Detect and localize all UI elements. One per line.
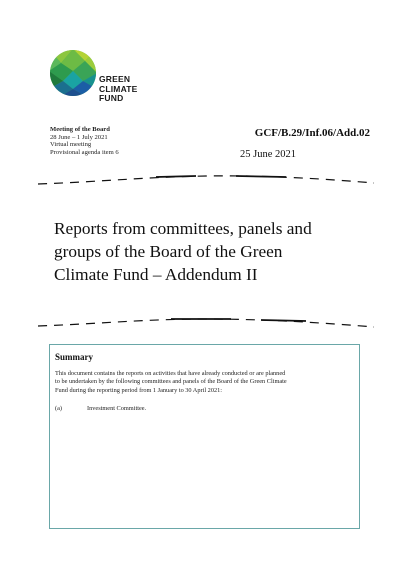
meeting-dates: 28 June – 1 July 2021 — [50, 133, 108, 141]
gcf-wordmark: GREEN CLIMATE FUND — [99, 74, 138, 103]
meeting-mode: Virtual meeting — [50, 141, 92, 149]
document-reference: GCF/B.29/Inf.06/Add.02 — [254, 127, 370, 139]
summary-heading: Summary — [55, 352, 93, 362]
list-marker: (a) — [55, 405, 62, 412]
summary-box — [49, 344, 360, 529]
gcf-logo — [49, 49, 149, 109]
decorative-wave-bottom — [36, 316, 376, 330]
summary-list-item — [55, 405, 146, 412]
meeting-info — [50, 126, 119, 156]
meeting-title: Meeting of the Board — [50, 126, 110, 133]
decorative-wave-top — [36, 173, 376, 187]
meeting-agenda: Provisional agenda item 6 — [50, 148, 119, 156]
document-date: 25 June 2021 — [240, 149, 296, 160]
document-title: Reports from committees, panels and groups of the Board of the Green Climate Fund – Addendum II — [54, 219, 312, 284]
list-item-text: Investment Committee. — [87, 405, 147, 412]
summary-text: This document contains the reports on activities that have already conducted or are planned to be undertaken by the following committees and panels of the Board of the Green Climate Fund during the reporting period from 1 January to 30 April 2021: — [55, 370, 287, 394]
gcf-globe-icon — [49, 49, 97, 97]
